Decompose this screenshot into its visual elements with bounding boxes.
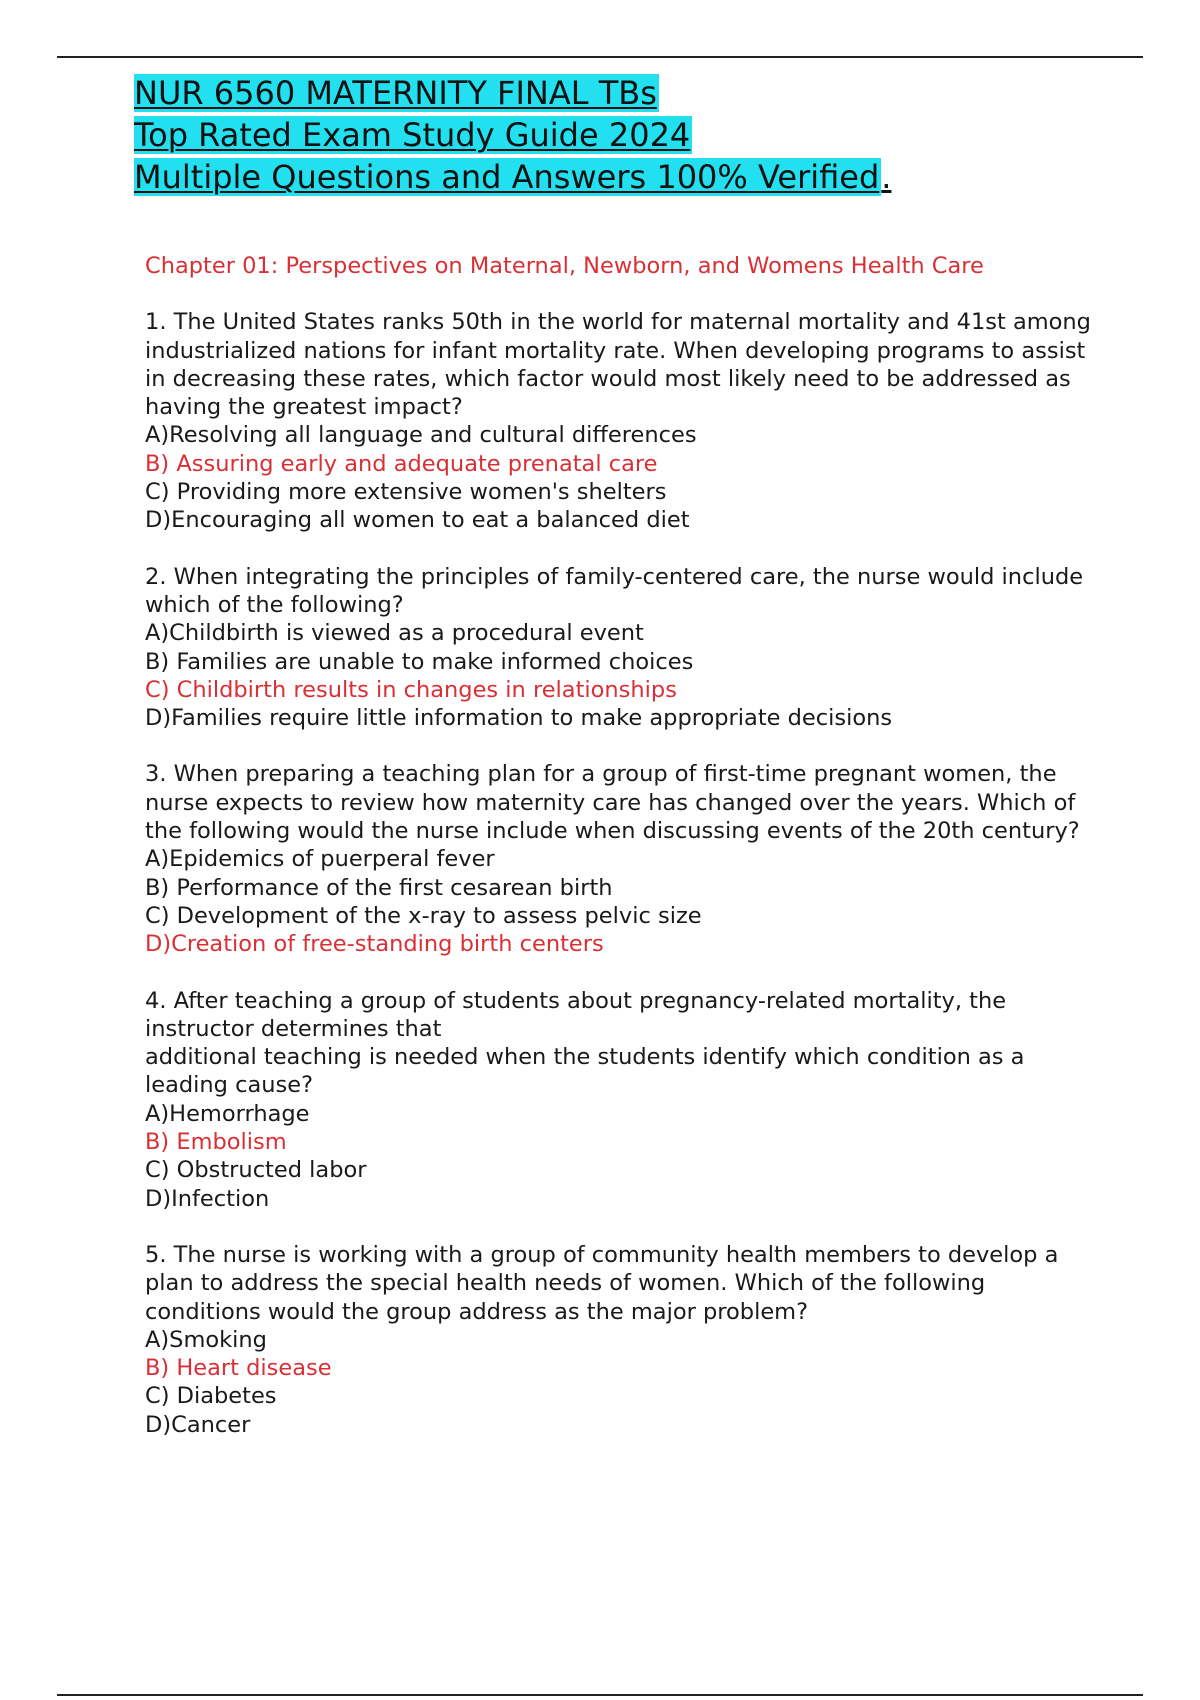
question-5 — [145, 1241, 1095, 1439]
answer-option: C) Development of the x-ray to assess pelvic size — [145, 902, 702, 929]
answer-option: C) Diabetes — [145, 1383, 277, 1410]
question-stem: 4. After teaching a group of students about pregnancy-related mortality, the instructor determines that additional teaching is needed when the students identify which condition as a leading cause? — [145, 987, 1025, 1099]
answer-option-correct: C) Childbirth results in changes in relationships — [145, 676, 677, 703]
question-stem: 5. The nurse is working with a group of community health members to develop a plan to address the special health needs of women. Which of the following conditions would the group address as the major problem? — [145, 1241, 1059, 1325]
question-2 — [145, 563, 1095, 733]
question-list — [145, 308, 1095, 1439]
answer-option: B) Performance of the first cesarean birth — [145, 874, 613, 901]
answer-option: A)Smoking — [145, 1326, 267, 1353]
question-1 — [145, 308, 1095, 534]
answer-option-correct: B) Embolism — [145, 1129, 287, 1156]
answer-option: A)Childbirth is viewed as a procedural event — [145, 620, 644, 647]
question-stem: 2. When integrating the principles of family-centered care, the nurse would include which of the following? — [145, 563, 1084, 618]
answer-option: A)Hemorrhage — [145, 1100, 310, 1127]
question-stem: 3. When preparing a teaching plan for a group of first-time pregnant women, the nurse expects to review how maternity care has changed over the years. Which of the following would the nurse include when discussing events of the 20th century? — [145, 761, 1080, 845]
answer-option-correct: B) Heart disease — [145, 1355, 332, 1382]
answer-option: A)Resolving all language and cultural differences — [145, 422, 697, 449]
document-title — [134, 72, 1084, 198]
title-trailing-mark: . — [881, 158, 892, 196]
answer-option: D)Families require little information to make appropriate decisions — [145, 705, 893, 732]
title-line-3: Multiple Questions and Answers 100% Verified. — [134, 158, 892, 196]
answer-option: D)Infection — [145, 1185, 270, 1212]
title-line-1: NUR 6560 MATERNITY FINAL TBs — [134, 74, 657, 112]
document-body — [145, 252, 1095, 1467]
answer-option: D)Encouraging all women to eat a balanced diet — [145, 507, 690, 534]
answer-option: D)Cancer — [145, 1411, 251, 1438]
answer-option: C) Obstructed labor — [145, 1157, 367, 1184]
title-line-2: Top Rated Exam Study Guide 2024 — [134, 116, 691, 154]
answer-option: C) Providing more extensive women's shelters — [145, 479, 667, 506]
question-3 — [145, 760, 1095, 958]
chapter-heading: Chapter 01: Perspectives on Maternal, Newborn, and Womens Health Care — [145, 253, 984, 279]
bottom-rule — [57, 1694, 1143, 1696]
answer-option: A)Epidemics of puerperal fever — [145, 846, 495, 873]
answer-option-correct: D)Creation of free-standing birth centers — [145, 931, 604, 958]
question-4 — [145, 987, 1095, 1213]
question-stem: 1. The United States ranks 50th in the world for maternal mortality and 41st among industrialized nations for infant mortality rate. When developing programs to assist in decreasing these rates, which factor would most likely need to be addressed as having the greatest impact? — [145, 309, 1091, 421]
answer-option: B) Families are unable to make informed choices — [145, 648, 694, 675]
top-rule — [57, 56, 1143, 58]
answer-option-correct: B) Assuring early and adequate prenatal care — [145, 450, 658, 477]
